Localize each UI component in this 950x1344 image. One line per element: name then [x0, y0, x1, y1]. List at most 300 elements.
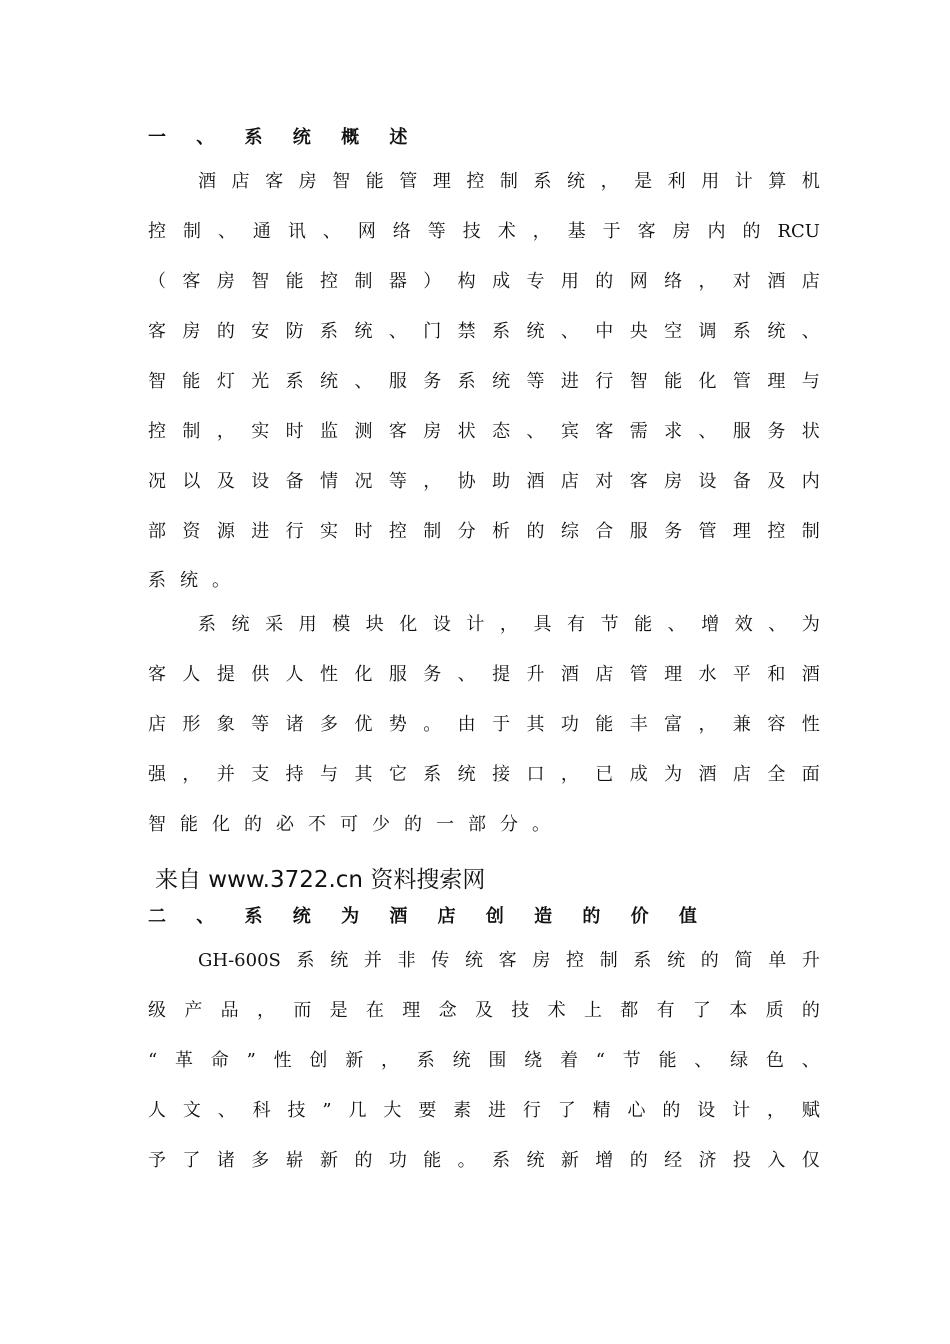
text-glyph: 为: [664, 764, 683, 785]
text-glyph: 的: [404, 814, 422, 835]
text-glyph: 统: [667, 950, 686, 971]
section-1-heading: 一 、 系 统 概 述: [148, 127, 420, 148]
text-glyph: GH-600S: [198, 950, 281, 971]
text-glyph: 能: [180, 814, 198, 835]
text-glyph: 几: [348, 1100, 367, 1121]
text-glyph: 酒: [698, 764, 717, 785]
text-glyph: 服: [732, 421, 751, 442]
text-glyph: 化: [698, 371, 717, 392]
text-glyph: 统: [567, 171, 586, 192]
text-glyph: 有: [656, 1000, 675, 1021]
text-glyph: 助: [492, 471, 511, 492]
text-glyph: 全: [767, 764, 786, 785]
text-glyph: 性: [320, 664, 339, 685]
text-glyph: 构: [457, 271, 476, 292]
text-glyph: 成: [492, 271, 511, 292]
text-glyph: 效: [734, 614, 753, 635]
text-glyph: 术: [547, 1000, 566, 1021]
text-glyph: 服: [388, 371, 407, 392]
text-glyph: 在: [365, 1000, 384, 1021]
paragraph-line: [148, 270, 820, 294]
text-glyph: 能: [658, 1050, 677, 1071]
text-glyph: 诸: [216, 1150, 235, 1171]
text-glyph: 算: [768, 171, 787, 192]
watermark-text: 来自 www.3722.cn 资料搜索网: [155, 867, 486, 893]
text-glyph: 系: [148, 570, 166, 591]
text-glyph: 控: [566, 950, 585, 971]
text-glyph: 制: [599, 950, 618, 971]
text-glyph: ”: [246, 1050, 256, 1071]
text-glyph: 、: [217, 1100, 236, 1121]
text-glyph: 了: [182, 1150, 201, 1171]
text-glyph: 着: [559, 1050, 578, 1071]
text-glyph: 、: [698, 421, 717, 442]
paragraph-line: [148, 520, 820, 544]
text-glyph: 是: [634, 171, 653, 192]
text-glyph: 空: [664, 321, 683, 342]
text-glyph: 色: [765, 1050, 784, 1071]
text-glyph: 质: [765, 1000, 784, 1021]
text-glyph: 要: [418, 1100, 437, 1121]
text-glyph: 素: [453, 1100, 472, 1121]
text-glyph: 、: [801, 1050, 820, 1071]
text-glyph: 而: [293, 1000, 312, 1021]
text-glyph: 革: [175, 1050, 193, 1071]
text-glyph: 制: [354, 271, 373, 292]
text-glyph: ，: [216, 421, 235, 442]
text-glyph: 客: [148, 321, 166, 342]
paragraph-line: [148, 663, 820, 687]
text-glyph: 的: [216, 321, 235, 342]
text-glyph: 客: [388, 421, 407, 442]
text-glyph: 需: [629, 421, 648, 442]
text-glyph: 的: [742, 221, 761, 242]
text-glyph: 一: [436, 814, 454, 835]
text-glyph: 设: [432, 614, 451, 635]
text-glyph: 文: [182, 1100, 201, 1121]
text-glyph: 富: [664, 714, 683, 735]
text-glyph: 控: [148, 421, 166, 442]
text-glyph: 酒: [560, 664, 579, 685]
text-glyph: 等: [526, 371, 545, 392]
text-glyph: 其: [354, 764, 373, 785]
text-glyph: RCU: [777, 221, 820, 242]
text-glyph: 人: [182, 664, 201, 685]
text-glyph: 、: [526, 421, 545, 442]
text-glyph: 设: [698, 471, 717, 492]
text-glyph: 店: [148, 714, 166, 735]
text-glyph: 器: [388, 271, 407, 292]
text-glyph: 理: [664, 664, 683, 685]
text-glyph: 科: [252, 1100, 271, 1121]
text-glyph: 诸: [285, 714, 304, 735]
text-glyph: 人: [148, 1100, 166, 1121]
text-glyph: 兼: [732, 714, 751, 735]
text-glyph: 灯: [216, 371, 235, 392]
text-glyph: 节: [600, 614, 619, 635]
text-glyph: 级: [148, 1000, 166, 1021]
text-glyph: ，: [499, 614, 518, 635]
text-glyph: 供: [251, 664, 270, 685]
text-glyph: 、: [322, 221, 341, 242]
text-glyph: 理: [767, 371, 786, 392]
text-glyph: 统: [457, 764, 476, 785]
text-glyph: 等: [427, 221, 446, 242]
text-glyph: 模: [332, 614, 351, 635]
text-glyph: 增: [701, 614, 720, 635]
text-glyph: 统: [452, 1050, 471, 1071]
text-glyph: 状: [801, 421, 820, 442]
paragraph-line: [148, 370, 820, 394]
text-glyph: 网: [357, 221, 376, 242]
text-glyph: 的: [244, 814, 262, 835]
text-glyph: 。: [423, 714, 442, 735]
text-glyph: 统: [180, 570, 198, 591]
text-glyph: 务: [423, 664, 442, 685]
text-glyph: 务: [767, 421, 786, 442]
text-glyph: 络: [392, 221, 411, 242]
text-glyph: 容: [767, 714, 786, 735]
text-glyph: 统: [320, 371, 339, 392]
text-glyph: 术: [497, 221, 516, 242]
text-glyph: 统: [354, 321, 373, 342]
text-glyph: 系: [423, 764, 442, 785]
text-glyph: 等: [388, 471, 407, 492]
text-glyph: 性: [801, 714, 820, 735]
text-glyph: 设: [697, 1100, 716, 1121]
text-glyph: 产: [184, 1000, 203, 1021]
text-glyph: 等: [251, 714, 270, 735]
text-glyph: 备: [732, 471, 751, 492]
text-glyph: 况: [354, 471, 373, 492]
text-glyph: 酒: [767, 271, 786, 292]
text-glyph: 块: [365, 614, 384, 635]
paragraph-line: [148, 713, 820, 737]
paragraph-line: [148, 1049, 820, 1073]
paragraph-line: [148, 220, 820, 244]
text-glyph: 形: [182, 714, 201, 735]
text-glyph: 新: [320, 1150, 339, 1171]
text-glyph: 况: [148, 471, 166, 492]
text-glyph: 用: [701, 171, 720, 192]
text-glyph: 它: [388, 764, 407, 785]
text-glyph: 房: [532, 950, 551, 971]
text-glyph: 能: [595, 714, 614, 735]
text-glyph: 状: [457, 421, 476, 442]
text-glyph: “: [595, 1050, 605, 1071]
text-glyph: 智: [251, 271, 270, 292]
text-glyph: 以: [182, 471, 201, 492]
text-glyph: 制: [182, 421, 201, 442]
text-glyph: 求: [664, 421, 683, 442]
text-glyph: 情: [320, 471, 339, 492]
text-glyph: 崭: [285, 1150, 304, 1171]
text-glyph: 统: [767, 321, 786, 342]
text-glyph: 、: [667, 614, 686, 635]
text-glyph: 理: [732, 521, 751, 542]
text-glyph: 实: [320, 521, 339, 542]
text-glyph: 智: [148, 814, 166, 835]
text-glyph: 化: [354, 664, 373, 685]
text-glyph: 提: [216, 664, 235, 685]
text-glyph: 酒: [526, 471, 545, 492]
text-glyph: 源: [216, 521, 235, 542]
text-glyph: 、: [560, 321, 579, 342]
text-glyph: 非: [397, 950, 416, 971]
text-glyph: 对: [595, 471, 614, 492]
text-glyph: 系: [457, 371, 476, 392]
text-glyph: 安: [251, 321, 270, 342]
text-glyph: 监: [320, 421, 339, 442]
text-glyph: 为: [801, 614, 820, 635]
text-glyph: 性: [273, 1050, 292, 1071]
text-glyph: 讯: [287, 221, 306, 242]
paragraph-line: [148, 999, 820, 1023]
text-glyph: 房: [672, 221, 691, 242]
text-glyph: ，: [532, 221, 551, 242]
text-glyph: 象: [216, 714, 235, 735]
text-glyph: 宾: [560, 421, 579, 442]
text-glyph: 服: [629, 521, 648, 542]
text-glyph: 由: [457, 714, 476, 735]
paragraph-line: [198, 613, 820, 637]
text-glyph: 本: [729, 1000, 748, 1021]
text-glyph: 协: [457, 471, 476, 492]
text-glyph: 绿: [730, 1050, 749, 1071]
paragraph-line: [198, 170, 820, 194]
text-glyph: 的: [662, 1100, 681, 1121]
text-glyph: 技: [287, 1100, 306, 1121]
text-glyph: 。: [212, 570, 230, 591]
paragraph-line: [148, 1149, 820, 1173]
paragraph-line: [148, 420, 820, 444]
text-glyph: 丰: [629, 714, 648, 735]
text-glyph: 内: [801, 471, 820, 492]
text-glyph: 管: [629, 664, 648, 685]
text-glyph: 化: [399, 614, 418, 635]
text-glyph: 有: [567, 614, 586, 635]
text-glyph: 态: [492, 421, 511, 442]
text-glyph: 店: [231, 171, 250, 192]
text-glyph: 控: [466, 171, 485, 192]
text-glyph: ，: [423, 471, 442, 492]
text-glyph: 进: [251, 521, 270, 542]
text-glyph: 析: [492, 521, 511, 542]
text-glyph: ，: [256, 1000, 275, 1021]
text-glyph: 了: [692, 1000, 711, 1021]
text-glyph: 对: [732, 271, 751, 292]
text-glyph: 优: [354, 714, 373, 735]
text-glyph: 平: [732, 664, 751, 685]
text-glyph: 技: [462, 221, 481, 242]
text-glyph: 时: [285, 421, 304, 442]
text-glyph: 仅: [801, 1150, 820, 1171]
text-glyph: 济: [698, 1150, 717, 1171]
text-glyph: 心: [627, 1100, 646, 1121]
text-glyph: 禁: [457, 321, 476, 342]
text-glyph: 创: [309, 1050, 328, 1071]
paragraph-line: [148, 1099, 820, 1123]
text-glyph: 客: [148, 664, 166, 685]
text-glyph: 综: [560, 521, 579, 542]
text-glyph: 接: [492, 764, 511, 785]
text-glyph: 多: [320, 714, 339, 735]
text-glyph: 能: [634, 614, 653, 635]
text-glyph: 系: [320, 321, 339, 342]
text-glyph: 合: [595, 521, 614, 542]
text-glyph: 客: [595, 421, 614, 442]
text-glyph: 房: [298, 171, 317, 192]
text-glyph: “: [148, 1050, 158, 1071]
text-glyph: 店: [560, 471, 579, 492]
text-glyph: 系: [198, 614, 216, 635]
text-glyph: 品: [220, 1000, 239, 1021]
text-glyph: 简: [734, 950, 753, 971]
text-glyph: 、: [768, 614, 787, 635]
text-glyph: 新: [560, 1150, 579, 1171]
text-glyph: 、: [217, 221, 236, 242]
paragraph-line: [148, 763, 820, 787]
text-glyph: 经: [664, 1150, 683, 1171]
text-glyph: 酒: [801, 664, 820, 685]
text-glyph: ”: [322, 1100, 332, 1121]
text-glyph: 控: [148, 221, 166, 242]
text-glyph: 的: [629, 1150, 648, 1171]
text-glyph: 系: [285, 371, 304, 392]
text-glyph: 及: [474, 1000, 493, 1021]
text-glyph: 行: [595, 371, 614, 392]
text-glyph: ，: [698, 271, 717, 292]
text-glyph: 的: [801, 1000, 820, 1021]
text-glyph: 口: [526, 764, 545, 785]
text-glyph: 的: [700, 950, 719, 971]
text-glyph: 用: [298, 614, 317, 635]
text-glyph: 予: [148, 1150, 166, 1171]
text-glyph: 利: [667, 171, 686, 192]
text-glyph: 统: [526, 1150, 545, 1171]
text-glyph: 系: [732, 321, 751, 342]
text-glyph: 店: [732, 764, 751, 785]
text-glyph: 系: [492, 1150, 511, 1171]
text-glyph: 统: [231, 614, 250, 635]
text-glyph: 行: [522, 1100, 541, 1121]
text-glyph: 客: [637, 221, 656, 242]
text-glyph: 统: [492, 371, 511, 392]
text-glyph: 系: [492, 321, 511, 342]
text-glyph: 升: [801, 950, 820, 971]
text-glyph: 门: [423, 321, 442, 342]
text-glyph: （: [148, 271, 166, 292]
text-glyph: 及: [216, 471, 235, 492]
text-glyph: 专: [526, 271, 545, 292]
text-glyph: 持: [285, 764, 304, 785]
text-glyph: 酒: [198, 171, 216, 192]
text-glyph: 实: [251, 421, 270, 442]
text-glyph: 备: [285, 471, 304, 492]
text-glyph: 房: [664, 471, 683, 492]
text-glyph: 投: [732, 1150, 751, 1171]
text-glyph: ，: [766, 1100, 785, 1121]
text-glyph: 是: [329, 1000, 348, 1021]
text-glyph: 与: [801, 371, 820, 392]
text-glyph: 新: [345, 1050, 364, 1071]
text-glyph: 上: [583, 1000, 602, 1021]
text-glyph: ）: [423, 271, 442, 292]
text-glyph: 已: [595, 764, 614, 785]
text-glyph: 防: [285, 321, 304, 342]
text-glyph: 管: [399, 171, 418, 192]
text-glyph: 于: [602, 221, 621, 242]
paragraph-line: [148, 813, 820, 837]
text-glyph: 系: [296, 950, 315, 971]
text-glyph: 具: [533, 614, 552, 635]
text-glyph: 理: [432, 171, 451, 192]
text-glyph: 部: [468, 814, 486, 835]
text-glyph: 计: [732, 1100, 751, 1121]
text-glyph: 、: [801, 321, 820, 342]
paragraph-line: [148, 569, 820, 593]
text-glyph: 店: [801, 271, 820, 292]
text-glyph: 的: [595, 271, 614, 292]
text-glyph: 和: [767, 664, 786, 685]
text-glyph: 围: [488, 1050, 507, 1071]
text-glyph: 客: [629, 471, 648, 492]
text-glyph: 提: [492, 664, 511, 685]
text-glyph: 用: [560, 271, 579, 292]
text-glyph: 、: [694, 1050, 713, 1071]
text-glyph: 统: [526, 321, 545, 342]
text-glyph: 成: [629, 764, 648, 785]
text-glyph: 机: [801, 171, 820, 192]
text-glyph: ，: [600, 171, 619, 192]
text-glyph: 务: [664, 521, 683, 542]
text-glyph: 智: [629, 371, 648, 392]
text-glyph: 精: [592, 1100, 611, 1121]
text-glyph: 进: [560, 371, 579, 392]
text-glyph: 设: [251, 471, 270, 492]
text-glyph: 网: [629, 271, 648, 292]
text-glyph: 分: [457, 521, 476, 542]
text-glyph: 调: [698, 321, 717, 342]
text-glyph: 、: [388, 321, 407, 342]
text-glyph: 升: [526, 664, 545, 685]
text-glyph: 基: [567, 221, 586, 242]
text-glyph: 智: [332, 171, 351, 192]
text-glyph: 面: [801, 764, 820, 785]
text-glyph: 光: [251, 371, 270, 392]
paragraph-line: [198, 949, 820, 973]
text-glyph: 势: [388, 714, 407, 735]
text-glyph: 传: [431, 950, 450, 971]
text-glyph: 房: [216, 271, 235, 292]
text-glyph: 技: [511, 1000, 530, 1021]
text-glyph: 控: [388, 521, 407, 542]
text-glyph: 管: [698, 521, 717, 542]
text-glyph: 与: [320, 764, 339, 785]
text-glyph: 少: [372, 814, 390, 835]
text-glyph: 房: [423, 421, 442, 442]
text-glyph: 部: [148, 521, 166, 542]
text-glyph: 系: [633, 950, 652, 971]
text-glyph: 通: [252, 221, 271, 242]
text-glyph: 支: [251, 764, 270, 785]
text-glyph: 制: [182, 221, 201, 242]
text-glyph: 的: [526, 521, 545, 542]
text-glyph: 务: [423, 371, 442, 392]
section-2-heading: 二 、 系 统 为 酒 店 创 造 的 价 值: [148, 906, 709, 927]
text-glyph: 都: [620, 1000, 639, 1021]
text-glyph: 及: [767, 471, 786, 492]
